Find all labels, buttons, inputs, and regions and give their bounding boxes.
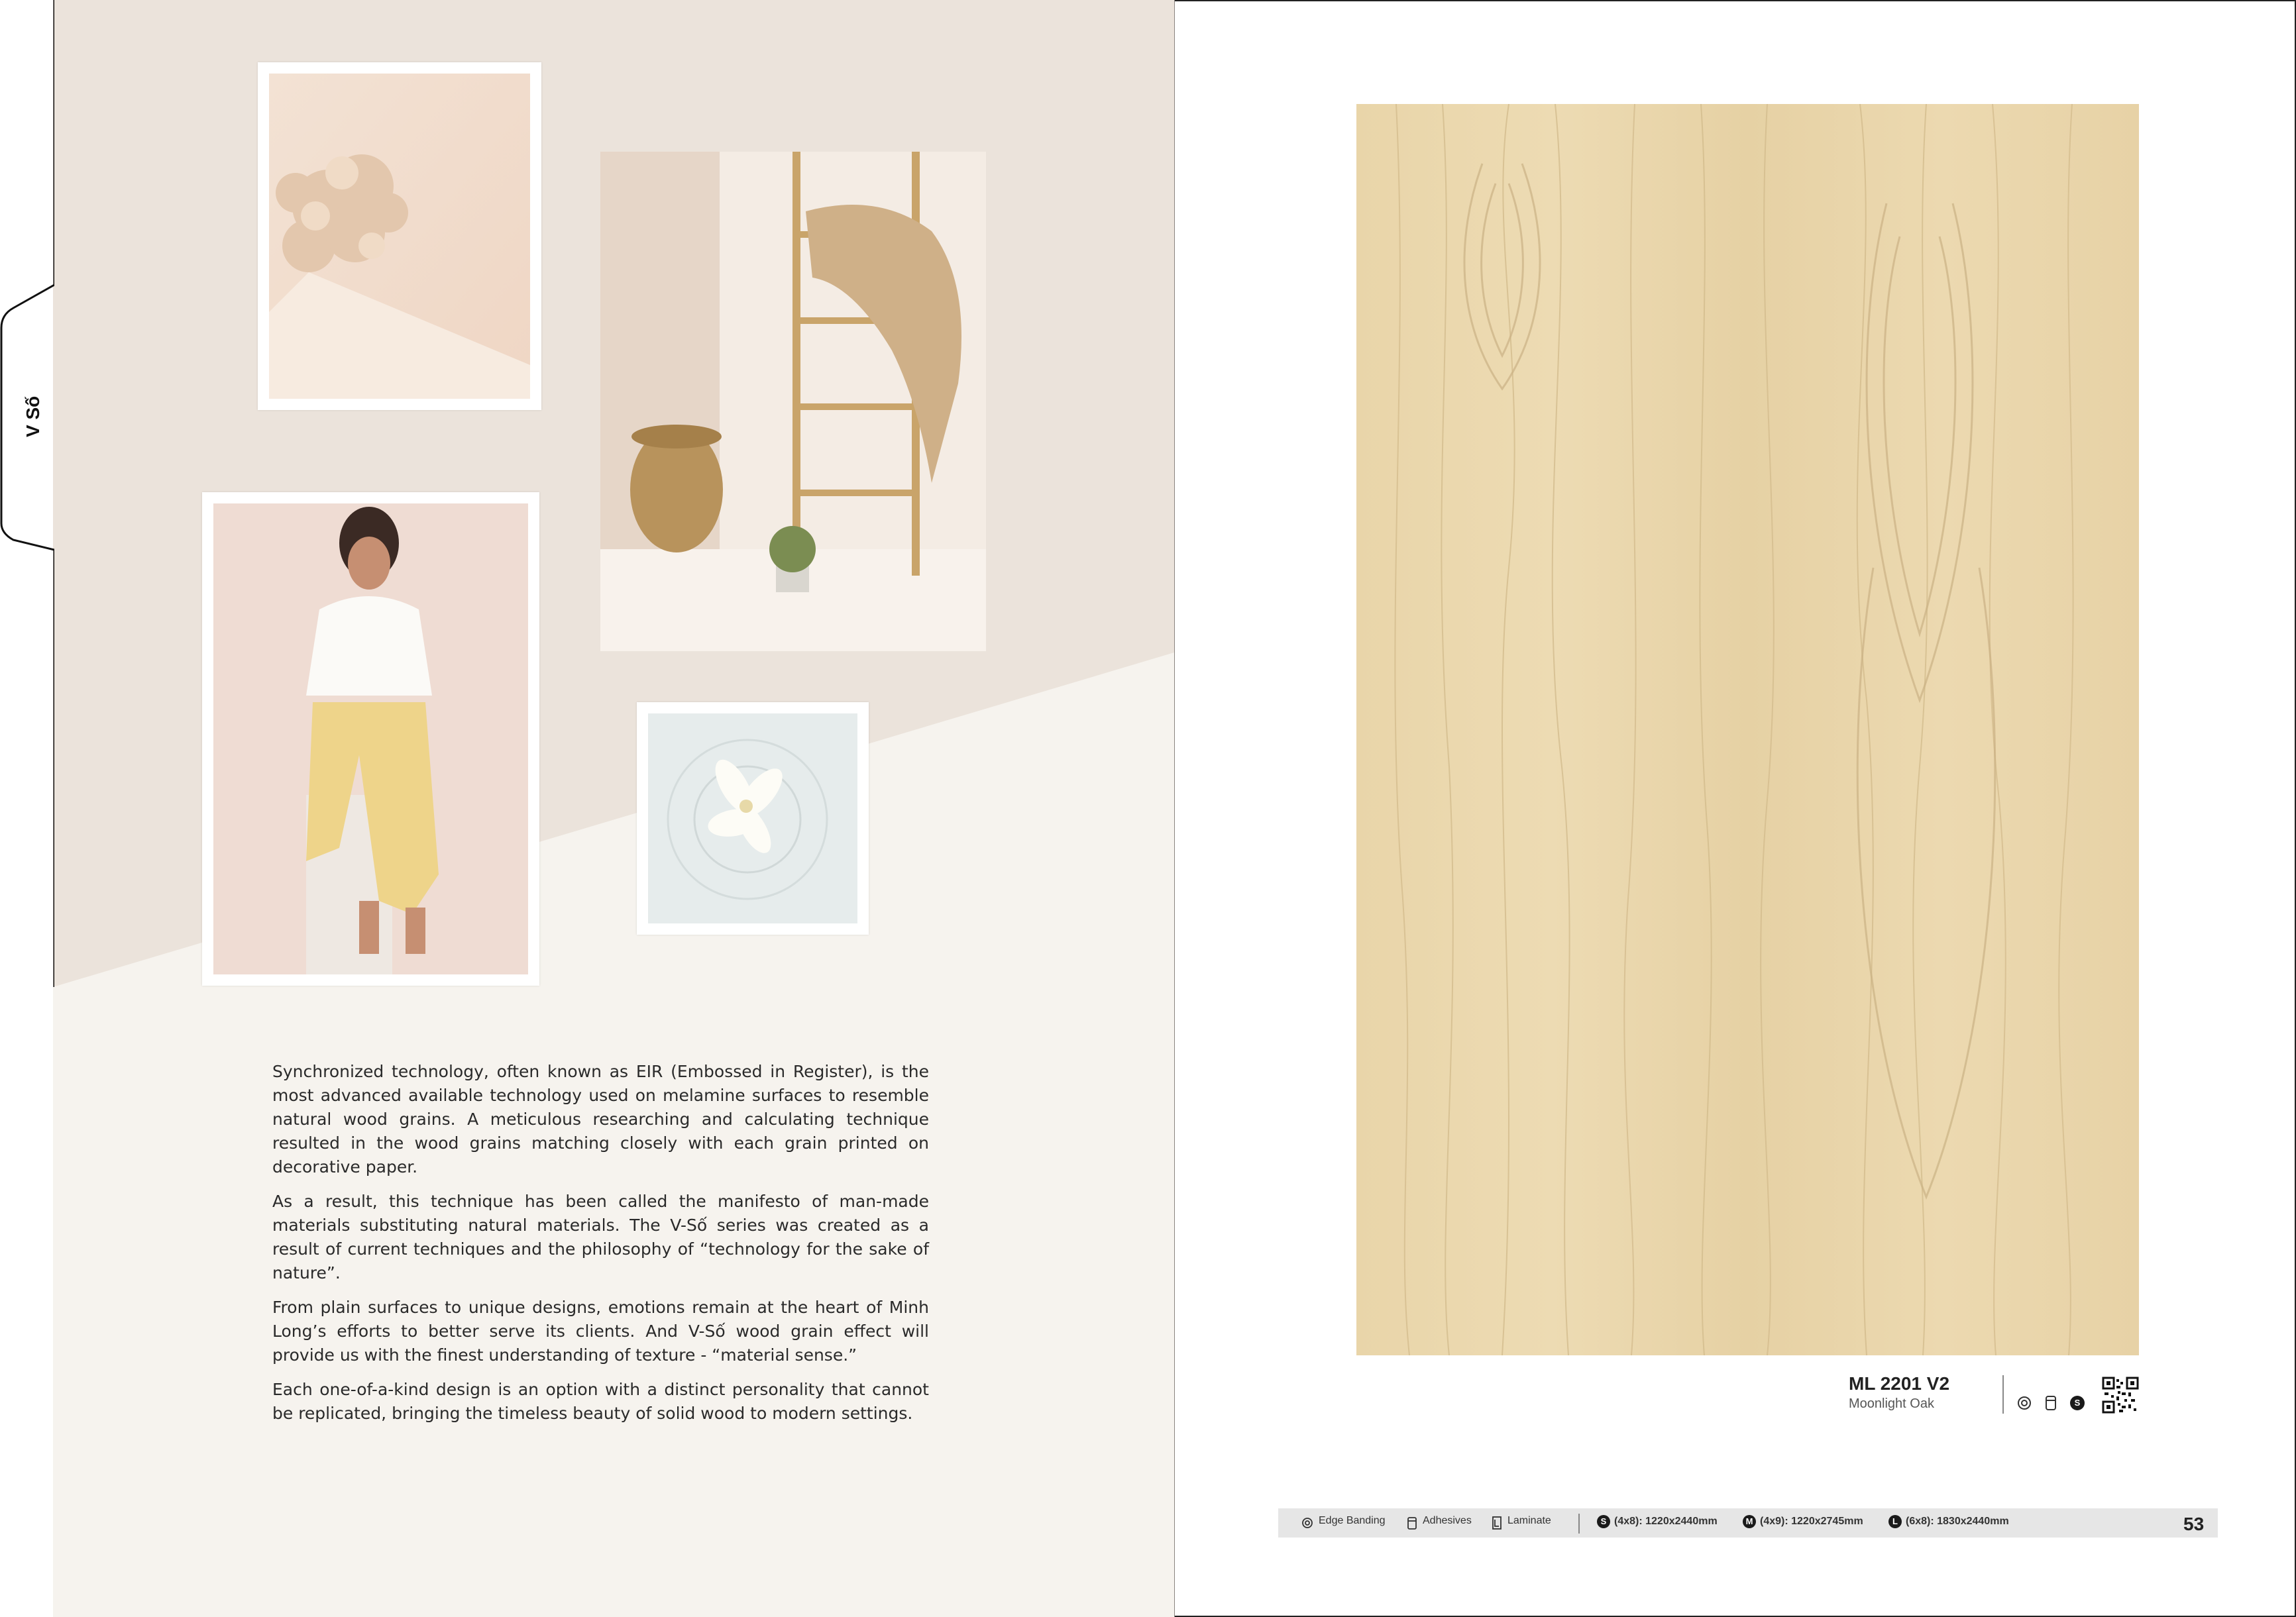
footer-size-l: [1888, 1515, 2009, 1528]
footer-size-m: [1743, 1515, 1863, 1528]
adhesives-icon: [2044, 1394, 2057, 1411]
size-badge-s: S: [1597, 1515, 1610, 1528]
body-text: [272, 1060, 929, 1436]
woman-on-stool-photo: [213, 503, 528, 974]
footer-adhesives-icon: [1407, 1516, 1417, 1530]
photo-frame-lily: [637, 702, 869, 935]
paragraph-2: As a result, this technique has been called the manifesto of man-made materials substituting natural materials. The V-Số series was created as a result of current techniques and the philosophy of “technology for the sake of nature”.: [272, 1192, 929, 1282]
side-tab[interactable]: [0, 0, 54, 1617]
footer-laminate-label: Laminate: [1507, 1515, 1551, 1526]
size-badge-l: L: [1888, 1515, 1902, 1528]
paragraph-4: Each one-of-a-kind design is an option with a distinct personality that cannot be replicated, bringing the timeless beauty of solid wood to modern settings.: [272, 1380, 929, 1423]
ladder-towel-photo: [600, 152, 986, 651]
dried-plant-photo: [269, 74, 530, 399]
side-tab-label: V Số: [23, 395, 43, 437]
paragraph-3: From plain surfaces to unique designs, emotions remain at the heart of Minh Long’s efforts to better serve its clients. And V-Số wood grain effect will provide us with the finest understanding of texture - “material sense.”: [272, 1298, 929, 1365]
size-s-label: (4x8): 1220x2440mm: [1614, 1516, 1718, 1528]
lily-water-photo: [648, 713, 857, 923]
footer-size-s: [1597, 1515, 1718, 1528]
wood-sample-swatch: [1356, 104, 2139, 1355]
size-m-label: (4x9): 1220x2745mm: [1760, 1516, 1863, 1528]
product-name: Moonlight Oak: [1849, 1396, 1934, 1411]
size-s-icon: S: [2070, 1396, 2085, 1410]
footer-edge-banding-label: Edge Banding: [1319, 1515, 1386, 1526]
size-badge-m: M: [1743, 1515, 1756, 1528]
footer-adhesives-label: Adhesives: [1423, 1515, 1472, 1526]
photo-frame-dried-plant: [258, 62, 541, 410]
edge-banding-icon: [2016, 1395, 2032, 1411]
page-number: 53: [2183, 1514, 2205, 1534]
product-code: ML 2201 V2: [1849, 1373, 1950, 1394]
footer-edge-banding-icon: [1301, 1516, 1314, 1530]
qr-code-icon: [2102, 1377, 2139, 1414]
size-l-label: (6x8): 1830x2440mm: [1906, 1516, 2009, 1528]
footer-divider: [1578, 1514, 1580, 1534]
footer-laminate-icon: [1492, 1516, 1502, 1530]
paragraph-1: Synchronized technology, often known as EIR (Embossed in Register), is the most advanced available technology used on melamine surfaces to resemble natural wood grains. A meticulous researching and calculating technique resulted in the wood grains matching closely with each grain printed on decorative paper.: [272, 1062, 929, 1176]
product-divider: [2002, 1375, 2004, 1414]
photo-frame-woman: [202, 492, 539, 986]
